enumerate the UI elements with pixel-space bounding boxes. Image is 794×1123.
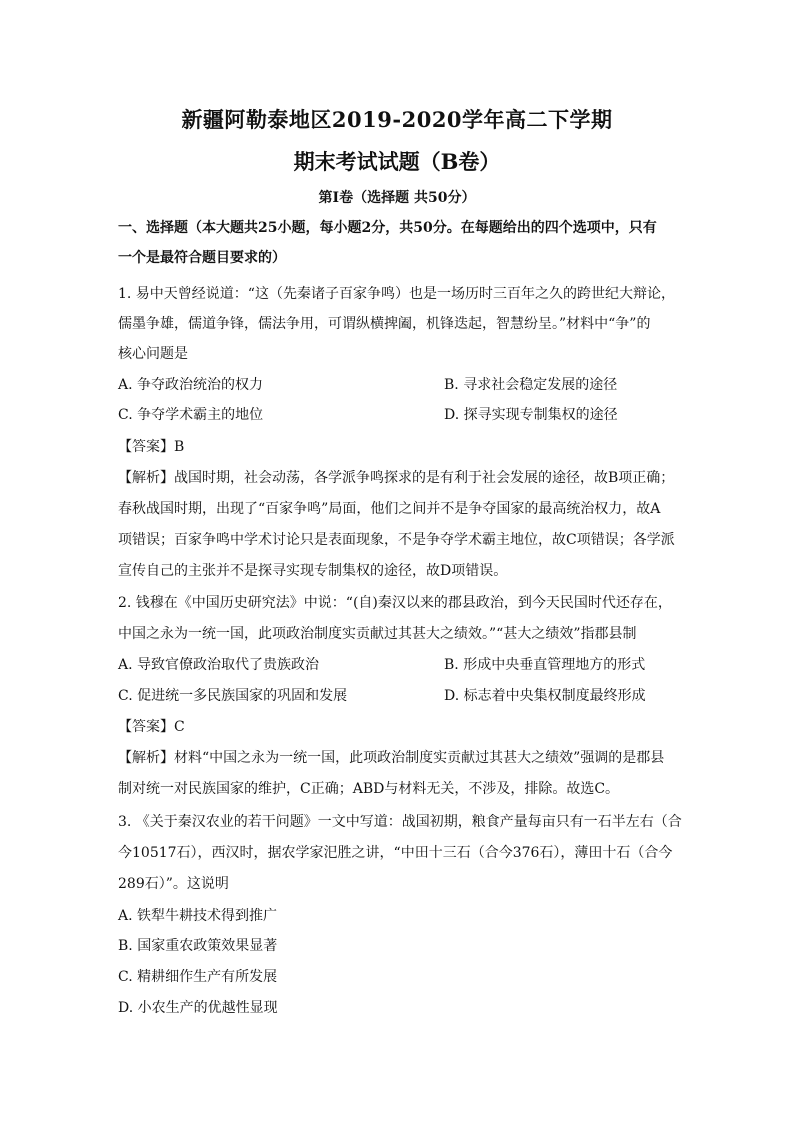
question3-option-b: B. 国家重农政策效果显著: [118, 938, 278, 954]
question2-option-a: A. 导致官僚政治取代了贵族政治: [118, 657, 320, 673]
question2-stem-line2: 中国之永为一统一国，此项政治制度实贡献过其甚大之绩效。”“甚大之绩效”指郡县制: [118, 626, 637, 642]
section-instruction-line2: 一个是最符合题目要求的）: [118, 250, 286, 266]
question1-stem-line2: 儒墨争雄，儒道争锋，儒法争用，可谓纵横捭阖，机锋迭起，智慧纷呈。”材料中“争”的: [118, 316, 651, 332]
question2-option-d: D. 标志着中央集权制度最终形成: [444, 688, 646, 704]
question2-analysis-line1: 【解析】材料“中国之永为一统一国，此项政治制度实贡献过其甚大之绩效”强调的是郡县: [118, 750, 665, 766]
question1-analysis-line1: 【解析】战国时期，社会动荡，各学派争鸣探求的是有利于社会发展的途径，故B项正确；: [118, 470, 675, 486]
section-instruction-line1: 一、选择题（本大题共25小题，每小题2分，共50分。在每题给出的四个选项中，只有: [118, 220, 657, 236]
question1-stem-line1: 1. 易中天曾经说道：“这（先秦诸子百家争鸣）也是一场历时三百年之久的跨世纪大辩论，: [118, 286, 675, 302]
question1-analysis-line2: 春秋战国时期，出现了“百家争鸣”局面，他们之间并不是争夺国家的最高统治权力，故A: [118, 501, 661, 517]
question1-analysis-line4: 宣传自己的主张并不是探寻实现专制集权的途径，故D项错误。: [118, 563, 508, 579]
question1-analysis-line3: 项错误；百家争鸣中学术讨论只是表面现象，不是争夺学术霸主地位，故C项错误；各学派: [118, 532, 675, 548]
question3-stem-line2: 今10517石），西汉时，据农学家汜胜之讲，“中田十三石（合今376石），薄田十石（合今: [118, 845, 673, 861]
question1-option-c: C. 争夺学术霸主的地位: [118, 407, 264, 423]
question1-option-b: B. 寻求社会稳定发展的途径: [444, 377, 618, 393]
question2-answer: 【答案】C: [118, 719, 185, 735]
question2-option-c: C. 促进统一多民族国家的巩固和发展: [118, 688, 348, 704]
question3-option-c: C. 精耕细作生产有所发展: [118, 969, 278, 985]
question2-option-b: B. 形成中央垂直管理地方的形式: [444, 657, 646, 673]
page-title-line2: 期末考试试题（B卷）: [293, 149, 501, 174]
question1-option-d: D. 探寻实现专制集权的途径: [444, 407, 618, 423]
question3-option-a: A. 铁犁牛耕技术得到推广: [118, 908, 278, 924]
question2-stem-line1: 2. 钱穆在《中国历史研究法》中说：“(自)秦汉以来的郡县政治，到今天民国时代还存在，: [118, 595, 672, 611]
question3-option-d: D. 小农生产的优越性显现: [118, 1000, 278, 1016]
section-subtitle: 第Ⅰ卷（选择题 共50分）: [318, 190, 476, 206]
question3-stem-line1: 3. 《关于秦汉农业的若干问题》一文中写道：战国初期，粮食产量每亩只有一石半左右（合: [118, 814, 682, 830]
question1-stem-line3: 核心问题是: [118, 346, 188, 362]
question2-analysis-line2: 制对统一对民族国家的维护，C正确；ABD与材料无关，不涉及，排除。故选C。: [118, 781, 620, 797]
question1-answer: 【答案】B: [118, 439, 185, 455]
question3-stem-line3: 289石）”。这说明: [118, 876, 229, 892]
page-title: 新疆阿勒泰地区2019-2020学年高二下学期: [181, 107, 613, 132]
question1-option-a: A. 争夺政治统治的权力: [118, 377, 264, 393]
